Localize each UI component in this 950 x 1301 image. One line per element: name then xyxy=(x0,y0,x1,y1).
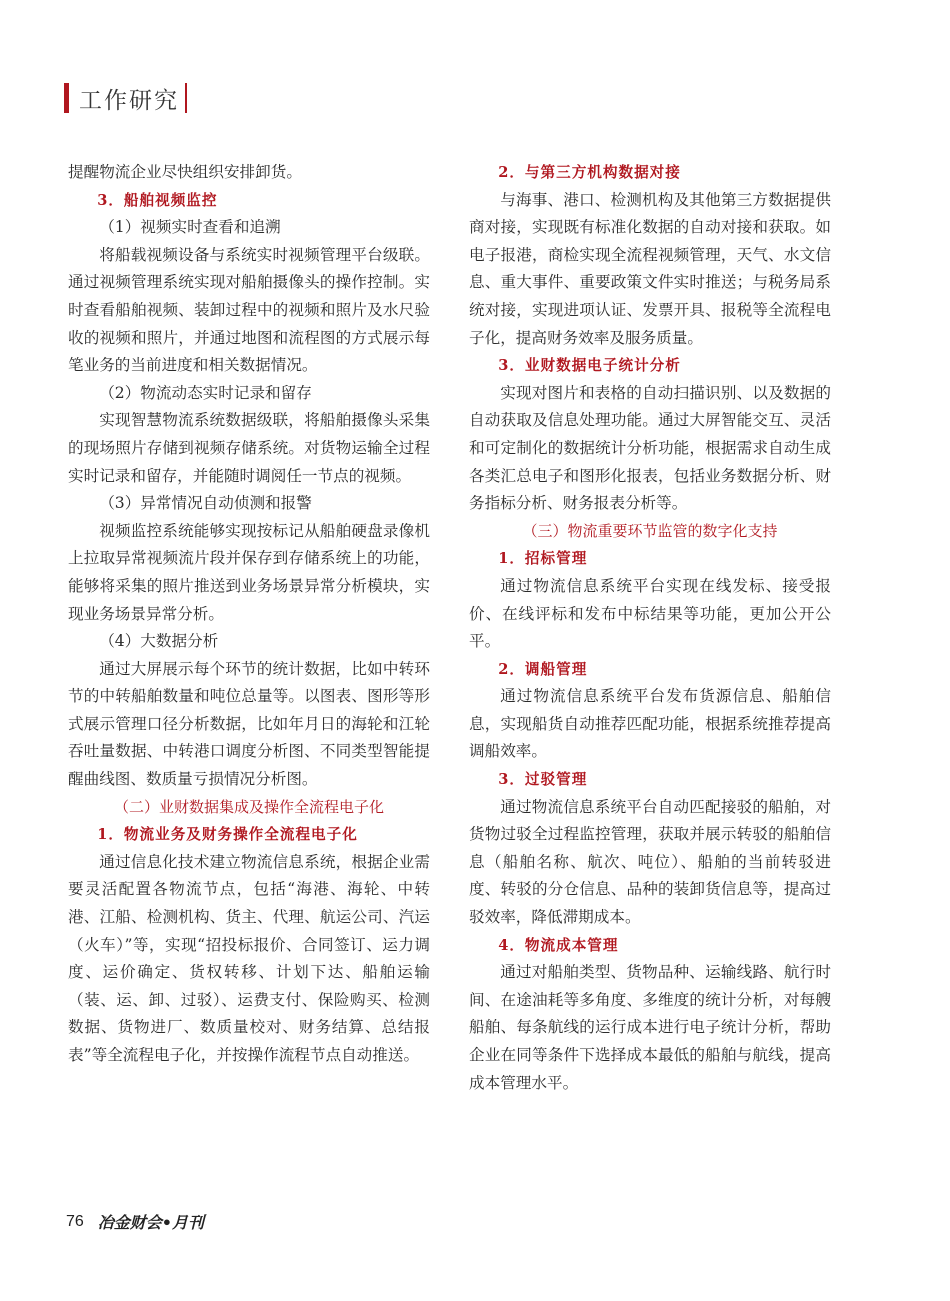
paragraph: 通过物流信息系统平台实现在线发标、接受报价、在线评标和发布中标结果等功能，更加公开公平。 xyxy=(469,576,831,651)
left-column xyxy=(68,159,430,1070)
section-heading-3: （三）物流重要环节监管的数字化支持 xyxy=(522,521,778,540)
heading-third-party: 2．与第三方机构数据对接 xyxy=(498,164,681,181)
paragraph: 实现对图片和表格的自动扫描识别、以及数据的自动获取及信息处理功能。通过大屏智能交互、灵活和可定制化的数据统计分析功能，根据需求自动生成各类汇总电子和图形化报表，包括业务数据分析、财务指标分析、财务报表分析等。 xyxy=(469,383,831,513)
subheading: （1）视频实时查看和追溯 xyxy=(99,218,281,237)
heading-dispatch: 2．调船管理 xyxy=(498,660,588,678)
paragraph: 通过对船舶类型、货物品种、运输线路、航行时间、在途油耗等多角度、多维度的统计分析，对每艘船舶、每条航线的运行成本进行电子统计分析，帮助企业在同等条件下选择成本最低的船舶与航线，提高成本管理水平。 xyxy=(469,963,831,1092)
paragraph: 通过信息化技术建立物流信息系统，根据企业需要灵活配置各物流节点，包括“海港、海轮、中转港、江船、检测机构、货主、代理、航运公司、汽运（火车）”等，实现“招投标报价、合同签订、运力调度、运价确定、货权转移、计划下达、船舶运输（装、运、卸、过驳）、运费支付、保险购买、检测数据、货物进厂、数质量校对、财务结算、总结报表”等全流程电子化，并按操作流程节点自动推送。 xyxy=(68,852,430,1064)
section-title: 工作研究 xyxy=(79,87,179,114)
subheading: （3）异常情况自动侦测和报警 xyxy=(99,494,312,513)
paragraph: 与海事、港口、检测机构及其他第三方数据提供商对接，实现既有标准化数据的自动对接和获取。如电子报港，商检实现全流程视频管理，天气、水文信息、重大事件、重要政策文件实时推送；与税务局系统对接，实现进项认证、发票开具、报税等全流程电子化，提高财务效率及服务质量。 xyxy=(469,190,831,347)
paragraph: 实现智慧物流系统数据级联，将船舶摄像头采集的现场照片存储到视频存储系统。对货物运输全过程实时记录和留存，并能随时调阅任一节点的视频。 xyxy=(68,411,430,485)
heading-ship-video: 3．船舶视频监控 xyxy=(97,191,218,209)
section-header xyxy=(64,78,187,118)
heading-transfer: 3．过驳管理 xyxy=(498,771,588,789)
right-column xyxy=(469,159,831,1097)
header-divider xyxy=(185,83,187,113)
header-accent-bar xyxy=(64,83,69,113)
page-number: 76 xyxy=(66,1212,84,1230)
paragraph: 通过物流信息系统平台自动匹配接驳的船舶，对货物过驳全过程监控管理，获取并展示转驳的船舶信息（船舶名称、航次、吨位）、船舶的当前转驳进度、转驳的分仓信息、品种的装卸货信息等，提高过驳效率，降低滞期成本。 xyxy=(469,797,831,927)
subheading: （2）物流动态实时记录和留存 xyxy=(99,383,312,402)
paragraph: 通过大屏展示每个环节的统计数据，比如中转环节的中转船舶数量和吨位总量等。以图表、图形等形式展示管理口径分析数据，比如年月日的海轮和江轮吞吐量数据、中转港口调度分析图、不同类型智能提醒曲线图、数质量亏损情况分析图。 xyxy=(68,659,430,789)
heading-statistics: 3．业财数据电子统计分析 xyxy=(498,357,681,375)
paragraph: 视频监控系统能够实现按标记从船舶硬盘录像机上拉取异常视频流片段并保存到存储系统上的功能，能够将采集的照片推送到业务场景异常分析模块，实现业务场景异常分析。 xyxy=(68,521,430,623)
paragraph: 通过物流信息系统平台发布货源信息、船舶信息，实现船货自动推荐匹配功能，根据系统推荐提高调船效率。 xyxy=(469,687,831,761)
page-footer xyxy=(66,1210,204,1233)
heading-logistics-finance: 1．物流业务及财务操作全流程电子化 xyxy=(97,826,358,844)
paragraph: 提醒物流企业尽快组织安排卸货。 xyxy=(68,163,302,181)
magazine-name: 冶金财会•月刊 xyxy=(97,1213,205,1232)
heading-bidding: 1．招标管理 xyxy=(498,550,588,568)
heading-cost: 4．物流成本管理 xyxy=(498,936,619,954)
paragraph: 将船载视频设备与系统实时视频管理平台级联。通过视频管理系统实现对船舶摄像头的操作控制。实时查看船舶视频、装卸过程中的视频和照片及水尺验收的视频和照片，并通过地图和流程图的方式展示每笔业务的当前进度和相关数据情况。 xyxy=(68,245,430,375)
section-heading-2: （二）业财数据集成及操作全流程电子化 xyxy=(113,797,384,816)
subheading: （4）大数据分析 xyxy=(99,632,219,651)
